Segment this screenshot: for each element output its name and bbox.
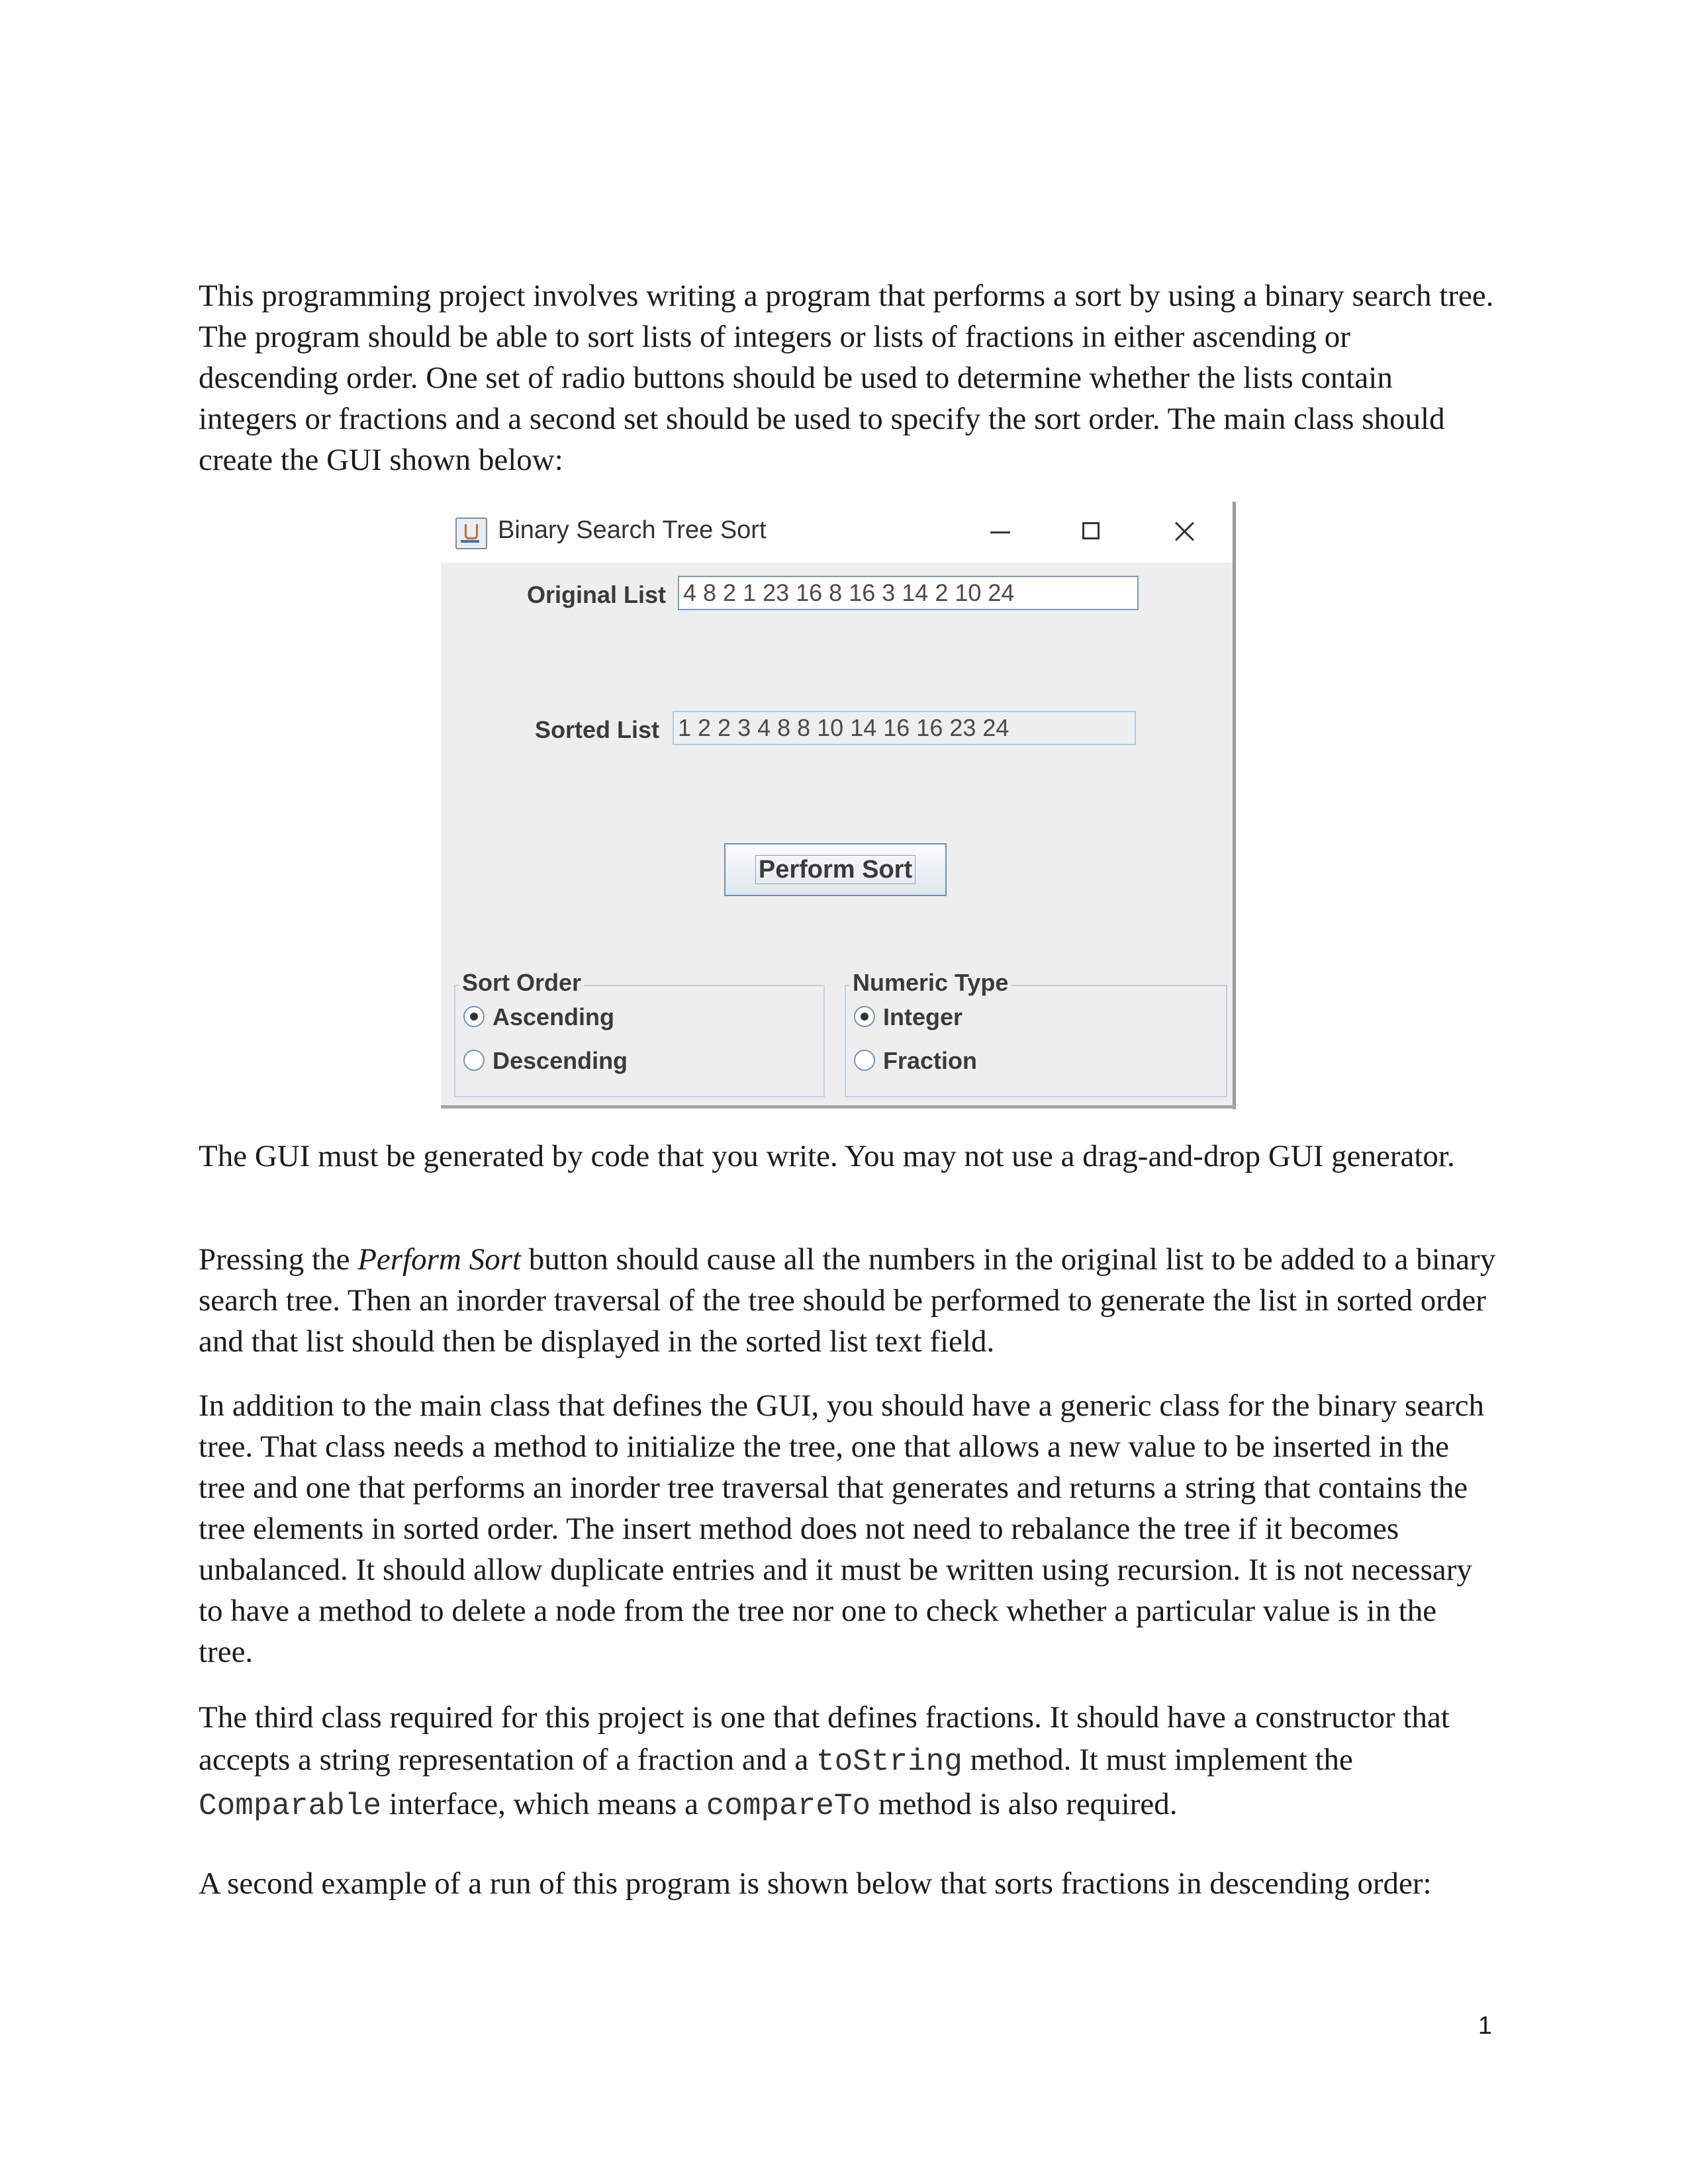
original-list-input[interactable]: 4 8 2 1 23 16 8 16 3 14 2 10 24 (678, 576, 1139, 610)
bst-class-paragraph: In addition to the main class that defines the GUI, you should have a generic class for the binary search tree. That class needs a method to initialize the tree, one that allows a new value to be inserted in the tree and one that performs an inorder tree traversal that generates and returns a string that contains the tree elements in sorted order. The insert method does not need to rebalance the tree if it becomes unbalanced. It should allow duplicate entries and it must be written using recursion. It is not necessary to have a method to delete a node from the tree nor one to check whether a particular value is in the tree. (199, 1388, 1485, 1669)
java-app-icon (455, 518, 487, 549)
gui-requirement-paragraph: The GUI must be generated by code that you write. You may not use a drag-and-drop GUI generator. (199, 1139, 1455, 1173)
p5-code-tostring: toString (816, 1745, 962, 1779)
fraction-label: Fraction (883, 1047, 978, 1074)
radio-unselected-icon (854, 1050, 875, 1071)
fraction-class-paragraph (199, 1696, 1496, 1827)
p5-text-c: interface, which means a (381, 1787, 706, 1821)
perform-sort-paragraph (199, 1239, 1496, 1362)
p3-italic-button-name: Perform Sort (357, 1242, 521, 1277)
window-border-right (1233, 502, 1236, 1109)
p5-code-comparable: Comparable (199, 1789, 382, 1823)
radio-unselected-icon (463, 1050, 485, 1071)
minimize-icon[interactable] (984, 515, 1017, 548)
numeric-type-title: Numeric Type (850, 969, 1011, 997)
p3-text-start: Pressing the (199, 1242, 358, 1277)
bst-sort-window (441, 502, 1235, 1107)
close-icon[interactable] (1168, 515, 1201, 548)
p5-code-compareto: compareTo (706, 1789, 871, 1823)
ascending-label: Ascending (492, 1003, 615, 1030)
original-list-label: Original List (527, 581, 667, 608)
page-number: 1 (1477, 2012, 1492, 2040)
p3-text-end: button should cause all the numbers in the original list to be added to a binary search tree. Then an inorder traversal of the tree should be performed to generate the list in sorted order and that list should then be displayed in the sorted list text field. (199, 1242, 1496, 1359)
radio-selected-icon (463, 1006, 485, 1027)
maximize-icon[interactable] (1075, 515, 1108, 548)
intro-paragraph: This programming project involves writing a program that performs a sort by using a binary search tree. The program should be able to sort lists of integers or lists of fractions in either ascending or descending order. One set of radio buttons should be used to determine whether the lists contain integers or fractions and a second set should be used to specify the sort order. The main class should create the GUI shown below: (199, 279, 1494, 477)
radio-selected-icon (854, 1006, 875, 1027)
descending-label: Descending (492, 1047, 628, 1074)
p5-text-d: method is also required. (870, 1787, 1178, 1821)
sort-order-group (454, 969, 825, 1097)
sorted-list-field: 1 2 2 3 4 8 8 10 14 16 16 23 24 (673, 711, 1136, 745)
perform-sort-button[interactable] (724, 843, 947, 896)
perform-sort-label: Perform Sort (755, 855, 915, 884)
window-border-bottom (441, 1105, 1235, 1109)
sorted-list-label: Sorted List (535, 716, 660, 743)
second-example-paragraph: A second example of a run of this program is shown below that sorts fractions in descending order: (199, 1866, 1432, 1901)
title-bar (441, 502, 1233, 563)
integer-label: Integer (883, 1003, 963, 1030)
sort-order-title: Sort Order (459, 969, 584, 997)
numeric-type-group (845, 969, 1227, 1097)
p5-text-a: The third class required for this project is one that defines fractions. It should have a constructor that accepts a string representation of a fraction and a (199, 1700, 1450, 1777)
window-title: Binary Search Tree Sort (498, 516, 767, 544)
p5-text-b: method. It must implement the (962, 1743, 1353, 1777)
